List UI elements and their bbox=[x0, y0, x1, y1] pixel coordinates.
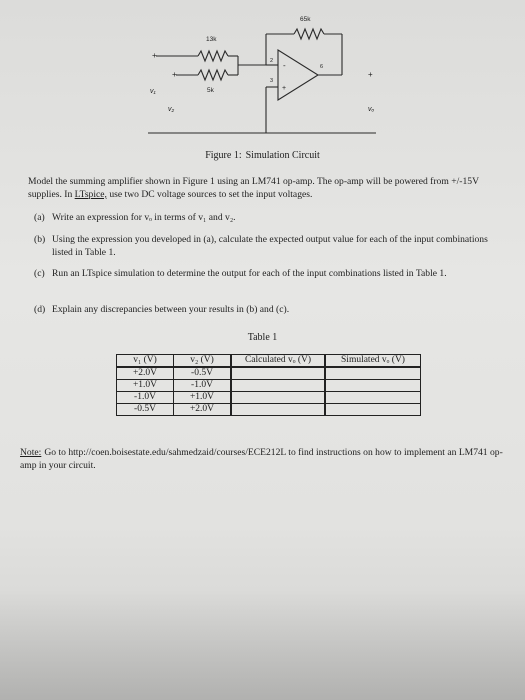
cell-calculated bbox=[231, 380, 325, 392]
table-row bbox=[117, 367, 421, 380]
table-row bbox=[117, 404, 421, 416]
question-letter: (c) bbox=[34, 268, 45, 279]
cell-v1: +1.0V bbox=[117, 380, 174, 392]
intro-text-1: Model the summing amplifier shown in Figure 1 using an LM741 op-amp. The op-amp will be powered from +/-15V supplies. In bbox=[28, 176, 479, 200]
vo-label: vₒ bbox=[368, 106, 375, 113]
note-label: Note: bbox=[20, 447, 42, 458]
pin-noninverting-label: 3 bbox=[270, 78, 274, 84]
header-v2: v₂ (V) bbox=[174, 355, 232, 368]
cell-simulated bbox=[325, 404, 421, 416]
question-letter: (a) bbox=[34, 212, 45, 223]
cell-calculated bbox=[231, 392, 325, 404]
table-row bbox=[117, 392, 421, 404]
cell-simulated bbox=[325, 392, 421, 404]
pin-inverting-label: 2 bbox=[270, 58, 274, 64]
cell-v1: -1.0V bbox=[117, 392, 174, 404]
v1-label: v₁ bbox=[150, 88, 156, 95]
figure-title: Simulation Circuit bbox=[245, 150, 320, 161]
plus-sign-middle: + bbox=[172, 70, 177, 79]
intro-paragraph bbox=[28, 176, 498, 201]
question-letter: (d) bbox=[34, 304, 46, 315]
results-table bbox=[116, 354, 421, 416]
cell-simulated bbox=[325, 367, 421, 380]
plus-sign-output: + bbox=[368, 70, 373, 79]
minus-sign-inverting: - bbox=[283, 61, 286, 70]
plus-sign-noninverting: + bbox=[282, 85, 287, 92]
question-text: Using the expression you developed in (a), calculate the expected output value for each of the input combinations listed in Table 1. bbox=[52, 234, 488, 258]
figure-caption bbox=[0, 150, 525, 161]
r-feedback-label: 65k bbox=[300, 16, 311, 23]
cell-calculated bbox=[231, 404, 325, 416]
intro-text-2: use two DC voltage sources to set the input voltages. bbox=[109, 188, 313, 200]
question-text: Write an expression for vₒ in terms of v₁ and v₂. bbox=[52, 212, 236, 223]
note-text: Go to http://coen.boisestate.edu/sahmedzaid/courses/ECE212L to find instructions on how to implement an LM741 op-amp in your circuit. bbox=[20, 447, 503, 471]
circuit-diagram bbox=[0, 0, 525, 150]
table-row bbox=[117, 380, 421, 392]
table-title: Table 1 bbox=[247, 332, 278, 343]
cell-v2: +2.0V bbox=[174, 404, 232, 416]
cell-v2: -0.5V bbox=[174, 367, 232, 380]
question-text: Run an LTspice simulation to determine the output for each of the input combinations listed in Table 1. bbox=[52, 268, 447, 279]
ltspice-word: LTspice, bbox=[74, 188, 107, 200]
table-header-row bbox=[117, 355, 421, 368]
cell-calculated bbox=[231, 367, 325, 380]
cell-v1: +2.0V bbox=[117, 367, 174, 380]
cell-v2: -1.0V bbox=[174, 380, 232, 392]
note-paragraph bbox=[20, 447, 514, 472]
cell-v2: +1.0V bbox=[174, 392, 232, 404]
r-bottom-label: 5k bbox=[207, 87, 214, 94]
cell-simulated bbox=[325, 380, 421, 392]
cell-v1: -0.5V bbox=[117, 404, 174, 416]
plus-sign-top: + bbox=[152, 51, 157, 60]
v2-label: v₂ bbox=[168, 106, 175, 113]
header-simulated: Simulated vₒ (V) bbox=[325, 355, 421, 368]
header-v1: v₁ (V) bbox=[117, 355, 174, 368]
pin-output-label: 6 bbox=[320, 64, 324, 70]
header-calculated: Calculated vₒ (V) bbox=[231, 355, 325, 368]
figure-label: Figure 1: bbox=[205, 150, 242, 161]
page-shadow bbox=[0, 590, 525, 700]
question-text: Explain any discrepancies between your results in (b) and (c). bbox=[52, 304, 290, 315]
r-top-label: 13k bbox=[206, 36, 217, 43]
question-letter: (b) bbox=[34, 234, 46, 245]
